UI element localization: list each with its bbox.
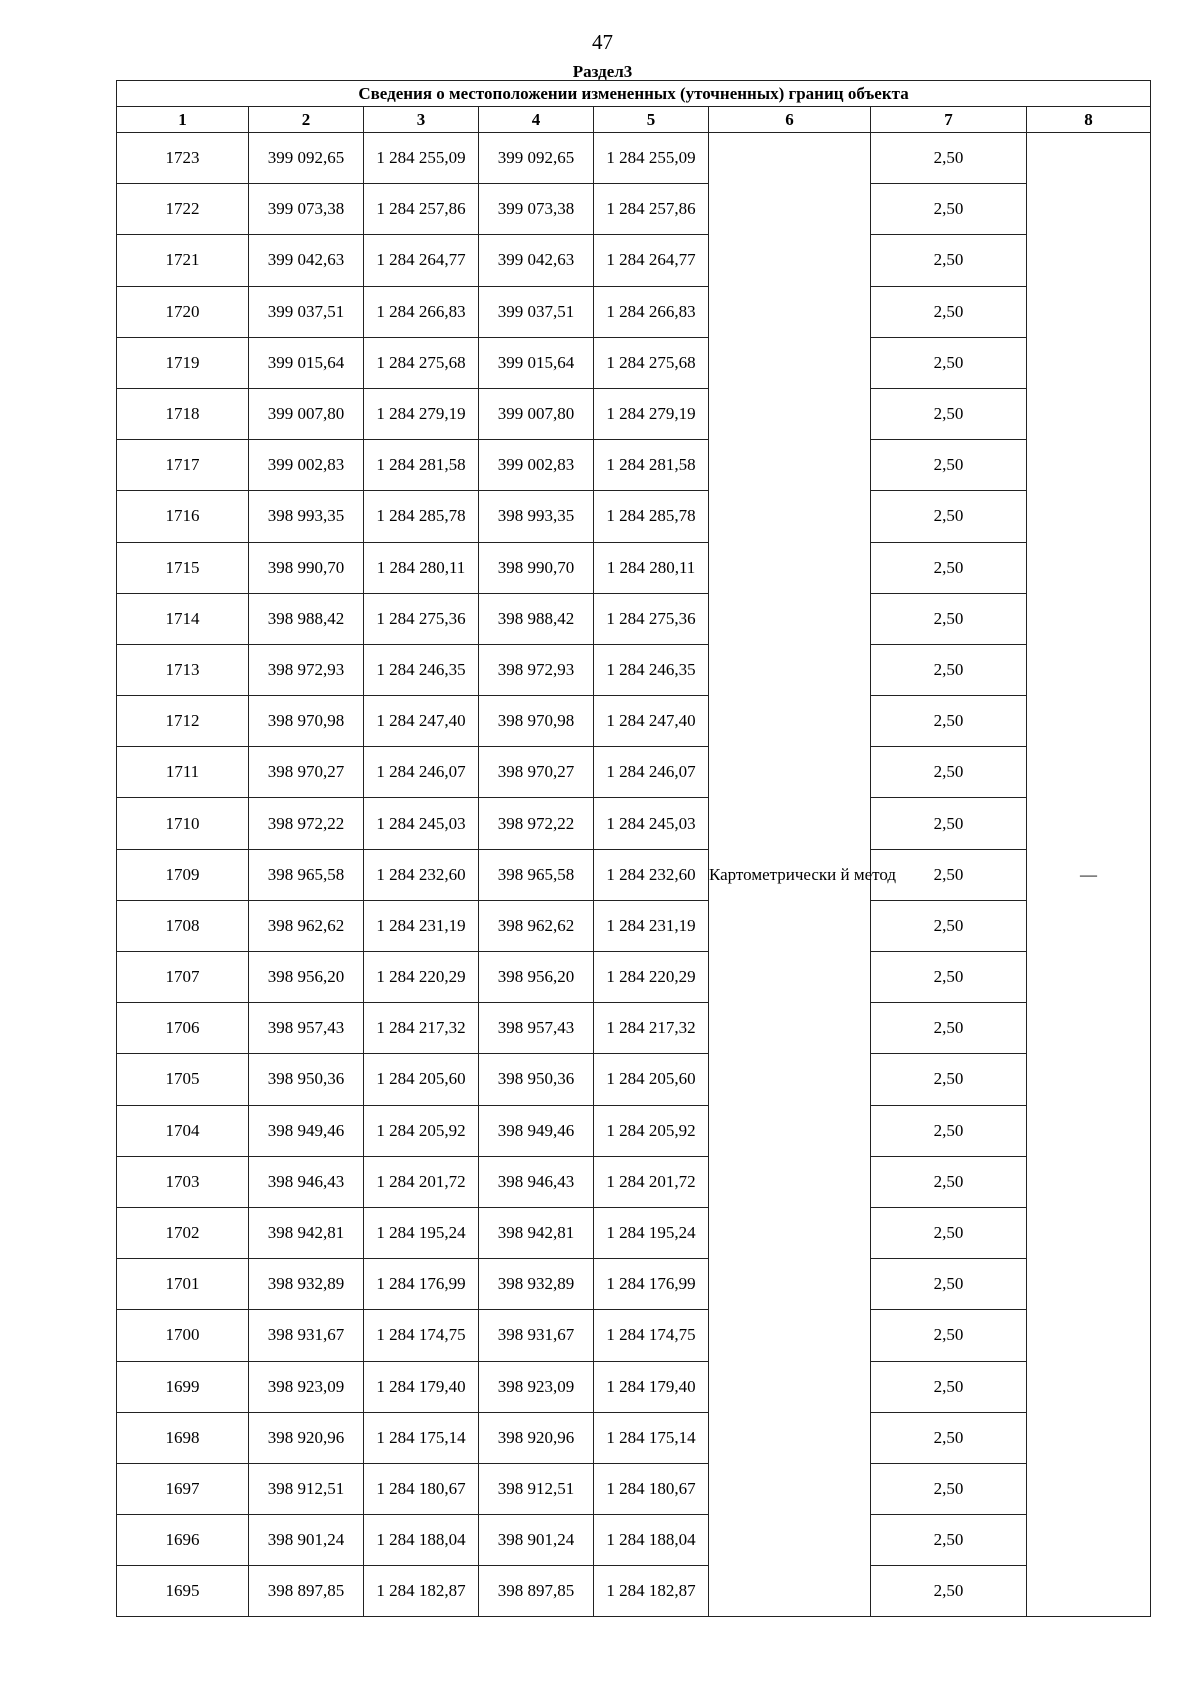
existing-x-cell: 398 920,96 bbox=[249, 1412, 364, 1463]
existing-y-cell: 1 284 247,40 bbox=[364, 696, 479, 747]
accuracy-cell: 2,50 bbox=[871, 388, 1027, 439]
refined-y-cell: 1 284 279,19 bbox=[594, 388, 709, 439]
existing-x-cell: 398 990,70 bbox=[249, 542, 364, 593]
refined-y-cell: 1 284 275,68 bbox=[594, 337, 709, 388]
existing-y-cell: 1 284 175,14 bbox=[364, 1412, 479, 1463]
existing-y-cell: 1 284 205,60 bbox=[364, 1054, 479, 1105]
refined-y-cell: 1 284 180,67 bbox=[594, 1463, 709, 1514]
point-number-cell: 1706 bbox=[117, 1003, 249, 1054]
accuracy-cell: 2,50 bbox=[871, 1156, 1027, 1207]
existing-x-cell: 398 912,51 bbox=[249, 1463, 364, 1514]
refined-x-cell: 398 972,22 bbox=[479, 798, 594, 849]
accuracy-cell: 2,50 bbox=[871, 1259, 1027, 1310]
refined-x-cell: 398 970,27 bbox=[479, 747, 594, 798]
existing-x-cell: 398 950,36 bbox=[249, 1054, 364, 1105]
refined-y-cell: 1 284 217,32 bbox=[594, 1003, 709, 1054]
point-number-cell: 1700 bbox=[117, 1310, 249, 1361]
accuracy-cell: 2,50 bbox=[871, 1463, 1027, 1514]
refined-y-cell: 1 284 246,35 bbox=[594, 644, 709, 695]
accuracy-cell: 2,50 bbox=[871, 1207, 1027, 1258]
refined-y-cell: 1 284 195,24 bbox=[594, 1207, 709, 1258]
existing-x-cell: 398 956,20 bbox=[249, 952, 364, 1003]
point-number-cell: 1701 bbox=[117, 1259, 249, 1310]
refined-x-cell: 399 042,63 bbox=[479, 235, 594, 286]
refined-y-cell: 1 284 245,03 bbox=[594, 798, 709, 849]
accuracy-cell: 2,50 bbox=[871, 1566, 1027, 1617]
existing-y-cell: 1 284 205,92 bbox=[364, 1105, 479, 1156]
table-row bbox=[117, 235, 1151, 286]
table-row bbox=[117, 900, 1151, 951]
accuracy-cell: 2,50 bbox=[871, 1412, 1027, 1463]
refined-y-cell: 1 284 220,29 bbox=[594, 952, 709, 1003]
refined-y-cell: 1 284 205,60 bbox=[594, 1054, 709, 1105]
refined-y-cell: 1 284 281,58 bbox=[594, 440, 709, 491]
point-number-cell: 1709 bbox=[117, 849, 249, 900]
refined-x-cell: 399 037,51 bbox=[479, 286, 594, 337]
point-number-cell: 1717 bbox=[117, 440, 249, 491]
existing-x-cell: 398 942,81 bbox=[249, 1207, 364, 1258]
table-row bbox=[117, 542, 1151, 593]
accuracy-cell: 2,50 bbox=[871, 952, 1027, 1003]
accuracy-cell: 2,50 bbox=[871, 1515, 1027, 1566]
table-row bbox=[117, 133, 1151, 184]
point-number-cell: 1703 bbox=[117, 1156, 249, 1207]
existing-x-cell: 398 957,43 bbox=[249, 1003, 364, 1054]
column-number: 6 bbox=[709, 107, 871, 133]
accuracy-cell: 2,50 bbox=[871, 491, 1027, 542]
table-row bbox=[117, 1156, 1151, 1207]
existing-x-cell: 398 970,27 bbox=[249, 747, 364, 798]
existing-x-cell: 398 988,42 bbox=[249, 593, 364, 644]
existing-y-cell: 1 284 266,83 bbox=[364, 286, 479, 337]
point-number-cell: 1707 bbox=[117, 952, 249, 1003]
point-number-cell: 1720 bbox=[117, 286, 249, 337]
table-row bbox=[117, 849, 1151, 900]
page-number: 47 bbox=[592, 30, 613, 54]
existing-y-cell: 1 284 275,36 bbox=[364, 593, 479, 644]
refined-x-cell: 398 965,58 bbox=[479, 849, 594, 900]
accuracy-cell: 2,50 bbox=[871, 440, 1027, 491]
table-row bbox=[117, 337, 1151, 388]
existing-y-cell: 1 284 281,58 bbox=[364, 440, 479, 491]
point-number-cell: 1722 bbox=[117, 184, 249, 235]
existing-y-cell: 1 284 245,03 bbox=[364, 798, 479, 849]
refined-y-cell: 1 284 205,92 bbox=[594, 1105, 709, 1156]
point-number-cell: 1702 bbox=[117, 1207, 249, 1258]
refined-x-cell: 398 923,09 bbox=[479, 1361, 594, 1412]
accuracy-cell: 2,50 bbox=[871, 1003, 1027, 1054]
existing-y-cell: 1 284 188,04 bbox=[364, 1515, 479, 1566]
point-number-cell: 1705 bbox=[117, 1054, 249, 1105]
accuracy-cell: 2,50 bbox=[871, 1361, 1027, 1412]
refined-y-cell: 1 284 179,40 bbox=[594, 1361, 709, 1412]
point-number-cell: 1721 bbox=[117, 235, 249, 286]
existing-x-cell: 399 002,83 bbox=[249, 440, 364, 491]
existing-x-cell: 398 965,58 bbox=[249, 849, 364, 900]
point-number-cell: 1723 bbox=[117, 133, 249, 184]
existing-y-cell: 1 284 246,35 bbox=[364, 644, 479, 695]
table-row bbox=[117, 1361, 1151, 1412]
refined-x-cell: 398 920,96 bbox=[479, 1412, 594, 1463]
table-row bbox=[117, 1412, 1151, 1463]
boundary-coordinates-table bbox=[116, 80, 1151, 1617]
point-number-cell: 1713 bbox=[117, 644, 249, 695]
existing-y-cell: 1 284 201,72 bbox=[364, 1156, 479, 1207]
refined-y-cell: 1 284 175,14 bbox=[594, 1412, 709, 1463]
table-row bbox=[117, 184, 1151, 235]
existing-y-cell: 1 284 195,24 bbox=[364, 1207, 479, 1258]
existing-x-cell: 398 972,22 bbox=[249, 798, 364, 849]
accuracy-cell: 2,50 bbox=[871, 593, 1027, 644]
point-number-cell: 1712 bbox=[117, 696, 249, 747]
description-cell: — bbox=[1027, 133, 1151, 1617]
existing-x-cell: 398 931,67 bbox=[249, 1310, 364, 1361]
refined-y-cell: 1 284 201,72 bbox=[594, 1156, 709, 1207]
accuracy-cell: 2,50 bbox=[871, 900, 1027, 951]
point-number-cell: 1698 bbox=[117, 1412, 249, 1463]
refined-x-cell: 398 897,85 bbox=[479, 1566, 594, 1617]
table-row bbox=[117, 388, 1151, 439]
existing-y-cell: 1 284 246,07 bbox=[364, 747, 479, 798]
table-row bbox=[117, 593, 1151, 644]
refined-x-cell: 398 962,62 bbox=[479, 900, 594, 951]
accuracy-cell: 2,50 bbox=[871, 184, 1027, 235]
accuracy-cell: 2,50 bbox=[871, 644, 1027, 695]
existing-x-cell: 398 932,89 bbox=[249, 1259, 364, 1310]
existing-x-cell: 399 042,63 bbox=[249, 235, 364, 286]
table-row bbox=[117, 1566, 1151, 1617]
existing-x-cell: 398 949,46 bbox=[249, 1105, 364, 1156]
accuracy-cell: 2,50 bbox=[871, 133, 1027, 184]
column-number: 5 bbox=[594, 107, 709, 133]
existing-x-cell: 398 946,43 bbox=[249, 1156, 364, 1207]
column-numbers-row bbox=[117, 107, 1151, 133]
table-row bbox=[117, 1054, 1151, 1105]
point-number-cell: 1719 bbox=[117, 337, 249, 388]
existing-x-cell: 398 993,35 bbox=[249, 491, 364, 542]
refined-x-cell: 398 901,24 bbox=[479, 1515, 594, 1566]
refined-x-cell: 399 073,38 bbox=[479, 184, 594, 235]
point-number-cell: 1710 bbox=[117, 798, 249, 849]
column-number: 2 bbox=[249, 107, 364, 133]
refined-x-cell: 398 912,51 bbox=[479, 1463, 594, 1514]
table-body bbox=[117, 133, 1151, 1617]
column-number: 4 bbox=[479, 107, 594, 133]
existing-x-cell: 398 923,09 bbox=[249, 1361, 364, 1412]
existing-y-cell: 1 284 182,87 bbox=[364, 1566, 479, 1617]
existing-y-cell: 1 284 220,29 bbox=[364, 952, 479, 1003]
table-row bbox=[117, 1515, 1151, 1566]
point-number-cell: 1708 bbox=[117, 900, 249, 951]
accuracy-cell: 2,50 bbox=[871, 1310, 1027, 1361]
accuracy-cell: 2,50 bbox=[871, 337, 1027, 388]
accuracy-cell: 2,50 bbox=[871, 1054, 1027, 1105]
existing-y-cell: 1 284 279,19 bbox=[364, 388, 479, 439]
existing-x-cell: 398 972,93 bbox=[249, 644, 364, 695]
refined-x-cell: 399 092,65 bbox=[479, 133, 594, 184]
point-number-cell: 1711 bbox=[117, 747, 249, 798]
table-row bbox=[117, 798, 1151, 849]
refined-y-cell: 1 284 232,60 bbox=[594, 849, 709, 900]
table-caption: Сведения о местоположении измененных (уточненных) границ объекта bbox=[117, 81, 1151, 107]
accuracy-cell: 2,50 bbox=[871, 849, 1027, 900]
point-number-cell: 1704 bbox=[117, 1105, 249, 1156]
existing-x-cell: 399 073,38 bbox=[249, 184, 364, 235]
section-title: Раздел3 bbox=[572, 62, 633, 81]
accuracy-cell: 2,50 bbox=[871, 286, 1027, 337]
refined-x-cell: 399 007,80 bbox=[479, 388, 594, 439]
point-number-cell: 1718 bbox=[117, 388, 249, 439]
refined-x-cell: 398 970,98 bbox=[479, 696, 594, 747]
existing-x-cell: 399 007,80 bbox=[249, 388, 364, 439]
refined-y-cell: 1 284 188,04 bbox=[594, 1515, 709, 1566]
accuracy-cell: 2,50 bbox=[871, 542, 1027, 593]
existing-x-cell: 398 970,98 bbox=[249, 696, 364, 747]
accuracy-cell: 2,50 bbox=[871, 747, 1027, 798]
table-row bbox=[117, 1207, 1151, 1258]
existing-y-cell: 1 284 285,78 bbox=[364, 491, 479, 542]
accuracy-cell: 2,50 bbox=[871, 1105, 1027, 1156]
existing-y-cell: 1 284 255,09 bbox=[364, 133, 479, 184]
point-number-cell: 1714 bbox=[117, 593, 249, 644]
existing-y-cell: 1 284 232,60 bbox=[364, 849, 479, 900]
column-number: 3 bbox=[364, 107, 479, 133]
existing-y-cell: 1 284 217,32 bbox=[364, 1003, 479, 1054]
refined-y-cell: 1 284 285,78 bbox=[594, 491, 709, 542]
table-row bbox=[117, 440, 1151, 491]
refined-x-cell: 398 988,42 bbox=[479, 593, 594, 644]
refined-y-cell: 1 284 257,86 bbox=[594, 184, 709, 235]
accuracy-cell: 2,50 bbox=[871, 798, 1027, 849]
existing-y-cell: 1 284 180,67 bbox=[364, 1463, 479, 1514]
existing-y-cell: 1 284 176,99 bbox=[364, 1259, 479, 1310]
refined-y-cell: 1 284 231,19 bbox=[594, 900, 709, 951]
existing-y-cell: 1 284 231,19 bbox=[364, 900, 479, 951]
refined-x-cell: 399 002,83 bbox=[479, 440, 594, 491]
refined-y-cell: 1 284 182,87 bbox=[594, 1566, 709, 1617]
existing-x-cell: 399 037,51 bbox=[249, 286, 364, 337]
refined-x-cell: 398 946,43 bbox=[479, 1156, 594, 1207]
refined-x-cell: 398 950,36 bbox=[479, 1054, 594, 1105]
table-row bbox=[117, 1259, 1151, 1310]
point-number-cell: 1696 bbox=[117, 1515, 249, 1566]
column-number: 7 bbox=[871, 107, 1027, 133]
table-row bbox=[117, 286, 1151, 337]
refined-x-cell: 398 932,89 bbox=[479, 1259, 594, 1310]
existing-x-cell: 398 962,62 bbox=[249, 900, 364, 951]
table-row bbox=[117, 1310, 1151, 1361]
refined-y-cell: 1 284 255,09 bbox=[594, 133, 709, 184]
table-row bbox=[117, 952, 1151, 1003]
refined-x-cell: 398 993,35 bbox=[479, 491, 594, 542]
existing-x-cell: 399 092,65 bbox=[249, 133, 364, 184]
existing-x-cell: 398 897,85 bbox=[249, 1566, 364, 1617]
refined-y-cell: 1 284 247,40 bbox=[594, 696, 709, 747]
refined-x-cell: 399 015,64 bbox=[479, 337, 594, 388]
refined-y-cell: 1 284 275,36 bbox=[594, 593, 709, 644]
column-number: 1 bbox=[117, 107, 249, 133]
method-cell: Картометрически й метод bbox=[709, 133, 871, 1617]
existing-y-cell: 1 284 275,68 bbox=[364, 337, 479, 388]
existing-y-cell: 1 284 280,11 bbox=[364, 542, 479, 593]
point-number-cell: 1695 bbox=[117, 1566, 249, 1617]
refined-x-cell: 398 972,93 bbox=[479, 644, 594, 695]
point-number-cell: 1716 bbox=[117, 491, 249, 542]
existing-x-cell: 399 015,64 bbox=[249, 337, 364, 388]
refined-x-cell: 398 990,70 bbox=[479, 542, 594, 593]
point-number-cell: 1697 bbox=[117, 1463, 249, 1514]
existing-y-cell: 1 284 257,86 bbox=[364, 184, 479, 235]
table-row bbox=[117, 1003, 1151, 1054]
table-row bbox=[117, 747, 1151, 798]
existing-y-cell: 1 284 264,77 bbox=[364, 235, 479, 286]
point-number-cell: 1699 bbox=[117, 1361, 249, 1412]
refined-x-cell: 398 931,67 bbox=[479, 1310, 594, 1361]
refined-y-cell: 1 284 176,99 bbox=[594, 1259, 709, 1310]
existing-x-cell: 398 901,24 bbox=[249, 1515, 364, 1566]
refined-y-cell: 1 284 264,77 bbox=[594, 235, 709, 286]
refined-y-cell: 1 284 280,11 bbox=[594, 542, 709, 593]
refined-y-cell: 1 284 246,07 bbox=[594, 747, 709, 798]
refined-y-cell: 1 284 174,75 bbox=[594, 1310, 709, 1361]
accuracy-cell: 2,50 bbox=[871, 235, 1027, 286]
table-row bbox=[117, 491, 1151, 542]
point-number-cell: 1715 bbox=[117, 542, 249, 593]
refined-x-cell: 398 942,81 bbox=[479, 1207, 594, 1258]
column-number: 8 bbox=[1027, 107, 1151, 133]
table-row bbox=[117, 1463, 1151, 1514]
table-row bbox=[117, 696, 1151, 747]
existing-y-cell: 1 284 174,75 bbox=[364, 1310, 479, 1361]
refined-x-cell: 398 957,43 bbox=[479, 1003, 594, 1054]
refined-x-cell: 398 949,46 bbox=[479, 1105, 594, 1156]
accuracy-cell: 2,50 bbox=[871, 696, 1027, 747]
refined-x-cell: 398 956,20 bbox=[479, 952, 594, 1003]
refined-y-cell: 1 284 266,83 bbox=[594, 286, 709, 337]
table-row bbox=[117, 1105, 1151, 1156]
table-row bbox=[117, 644, 1151, 695]
existing-y-cell: 1 284 179,40 bbox=[364, 1361, 479, 1412]
